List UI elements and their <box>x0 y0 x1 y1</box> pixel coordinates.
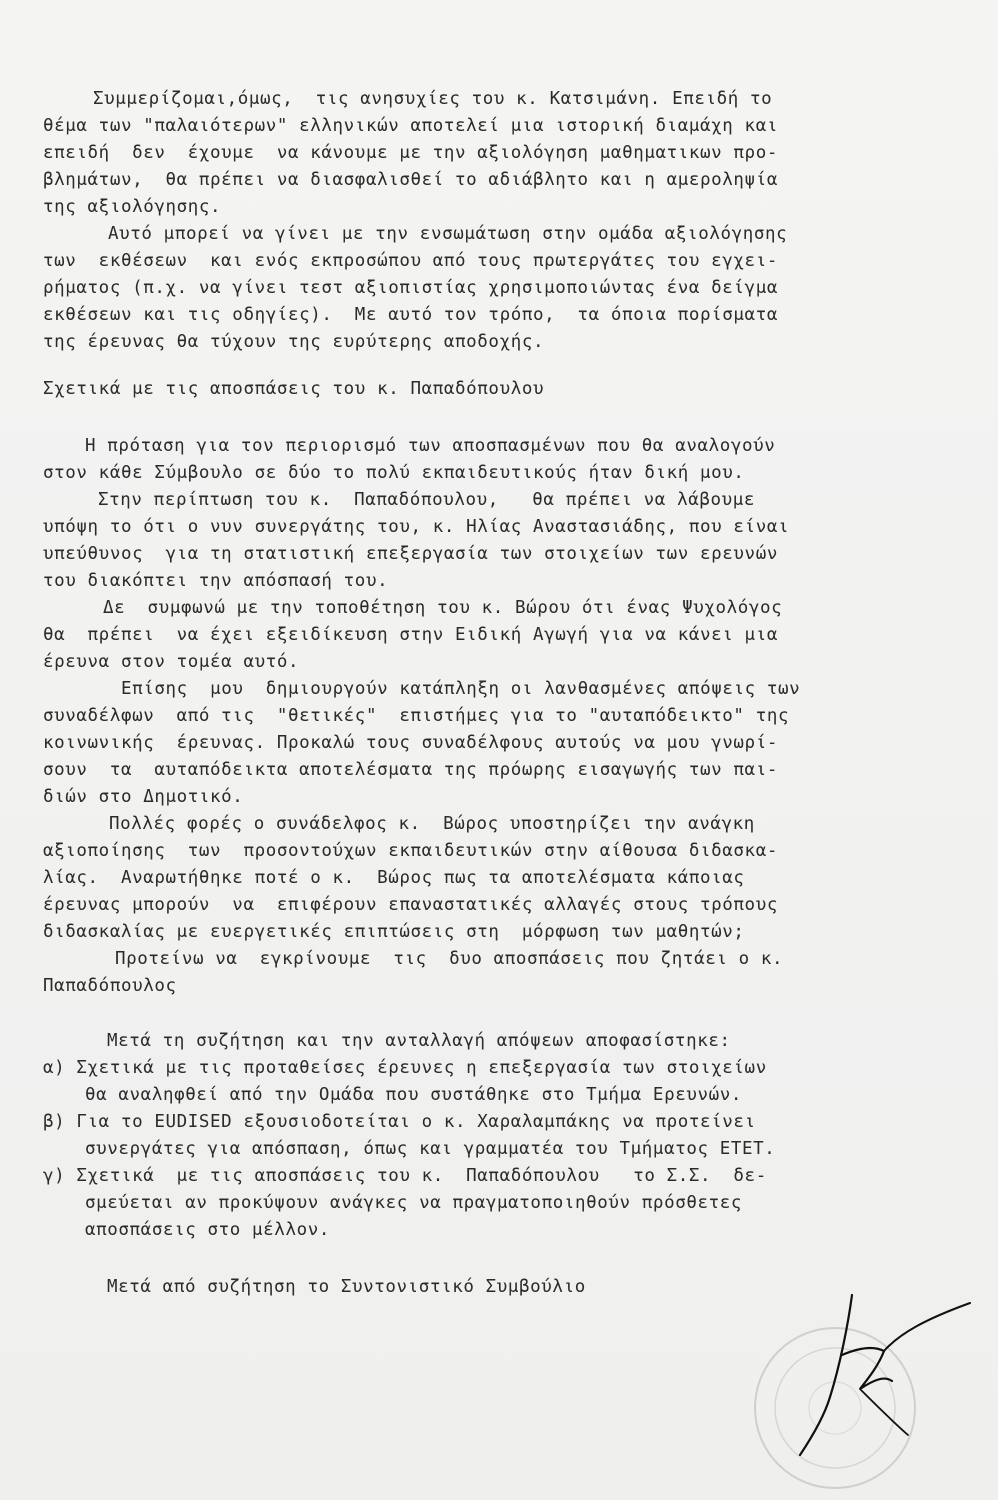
text-line: Αυτό μπορεί να γίνει με την ενσωμάτωση στην ομάδα αξιολόγησης <box>108 224 788 244</box>
signature-mark <box>780 1285 980 1465</box>
text-line: του διακόπτει την απόσπασή του. <box>43 571 389 591</box>
text-line: αξιοποίησης των προσοντούχων εκπαιδευτικών στην αίθουσα διδασκα- <box>43 841 778 861</box>
decision-item-a-cont: θα αναληφθεί από την Ομάδα που συστάθηκε στο Τμήμα Ερευνών. <box>85 1085 743 1105</box>
text-line: θα πρέπει να έχει εξειδίκευση στην Ειδική Αγωγή για να κάνει μια <box>43 625 778 645</box>
text-line: συναδέλφων από τις "θετικές" επιστήμες για το "αυταπόδεικτο" της <box>43 706 790 726</box>
text-line: έρευνα στον τομέα αυτό. <box>43 652 300 672</box>
text-line: βλημάτων, θα πρέπει να διασφαλισθεί το αδιάβλητο και η αμεροληψία <box>43 170 778 190</box>
text-line: Συμμερίζομαι,όμως, τις ανησυχίες του κ. Κατσιμάνη. Επειδή το <box>93 89 773 109</box>
text-line: διών στο Δημοτικό. <box>43 787 244 807</box>
text-line: διδασκαλίας με ευεργετικές επιπτώσεις στη μόρφωση των μαθητών; <box>43 922 745 942</box>
text-line: στον κάθε Σύμβουλο σε δύο το πολύ εκπαιδευτικούς ήταν δική μου. <box>43 463 745 483</box>
text-line: Πολλές φορές ο συνάδελφος κ. Βώρος υποστηρίζει την ανάγκη <box>109 814 755 834</box>
text-line: επειδή δεν έχουμε να κάνουμε με την αξιολόγηση μαθηματικων προ- <box>43 143 778 163</box>
decision-intro: Μετά τη συζήτηση και την ανταλλαγή απόψεων αποφασίστηκε: <box>107 1031 731 1051</box>
text-line: υπόψη το ότι ο νυν συνεργάτης του, κ. Ηλίας Αναστασιάδης, που είναι <box>43 517 790 537</box>
text-line: ρήματος (π.χ. να γίνει τεστ αξιοπιστίας χρησιμοποιώντας ένα δείγμα <box>43 278 778 298</box>
text-line: Επίσης μου δημιουργούν κατάπληξη οι λανθασμένες απόψεις των <box>121 679 801 699</box>
decision-item-a: α) Σχετικά με τις προταθείσες έρευνες η επεξεργασία των στοιχείων <box>43 1058 767 1078</box>
decision-item-c: γ) Σχετικά με τις αποσπάσεις του κ. Παπαδόπουλου το Σ.Σ. δε- <box>43 1166 767 1186</box>
decision-item-b-cont: συνεργάτες για απόσπαση, όπως και γραμματέα του Τμήματος ΕΤΕΤ. <box>85 1139 776 1159</box>
text-line: κοινωνικής έρευνας. Προκαλώ τους συναδέλφους αυτούς να μου γνωρί- <box>43 733 778 753</box>
text-line: λίας. Αναρωτήθηκε ποτέ ο κ. Βώρος πως τα αποτελέσματα κάποιας <box>43 868 745 888</box>
text-line: θέμα των "παλαιότερων" ελληνικών αποτελεί μια ιστορική διαμάχη και <box>43 116 778 136</box>
text-line: εκθέσεων και τις οδηγίες). Με αυτό τον τρόπο, τα όποια πορίσματα <box>43 305 778 325</box>
decision-item-b: β) Για το EUDISED εξουσιοδοτείται ο κ. Χαραλαμπάκης να προτείνει <box>43 1112 756 1132</box>
text-line: των εκθέσεων και ενός εκπροσώπου από τους πρωτεργάτες του εγχει- <box>43 251 778 271</box>
text-line: έρευνας μπορούν να επιφέρουν επαναστατικές αλλαγές στους τρόπους <box>43 895 778 915</box>
text-line: Στην περίπτωση του κ. Παπαδόπουλου, θα πρέπει να λάβουμε <box>98 490 756 510</box>
text-line: της αξιολόγησης. <box>43 197 222 217</box>
text-line: σουν τα αυταπόδεικτα αποτελέσματα της πρόωρης εισαγωγής των παι- <box>43 760 778 780</box>
decision-item-c-cont: σμεύεται αν προκύψουν ανάγκες να πραγματοποιηθούν πρόσθετες <box>85 1193 743 1213</box>
closing-line: Μετά από συζήτηση το Συντονιστικό Συμβούλιο <box>107 1277 586 1297</box>
text-line: Παπαδόπουλος <box>43 976 177 996</box>
text-line: Δε συμφωνώ με την τοποθέτηση του κ. Βώρου ότι ένας Ψυχολόγος <box>103 598 783 618</box>
text-line: της έρευνας θα τύχουν της ευρύτερης αποδοχής. <box>43 332 545 352</box>
text-line: υπεύθυνος για τη στατιστική επεξεργασία των στοιχείων των ερευνών <box>43 544 778 564</box>
text-line: Η πρόταση για τον περιορισμό των αποσπασμένων που θα αναλογούν <box>85 436 776 456</box>
decision-item-c-cont: αποσπάσεις στο μέλλον. <box>85 1220 330 1240</box>
section-heading: Σχετικά με τις αποσπάσεις του κ. Παπαδόπουλου <box>43 379 545 399</box>
text-line: Προτείνω να εγκρίνουμε τις δυο αποσπάσεις που ζητάει ο κ. <box>115 949 784 969</box>
